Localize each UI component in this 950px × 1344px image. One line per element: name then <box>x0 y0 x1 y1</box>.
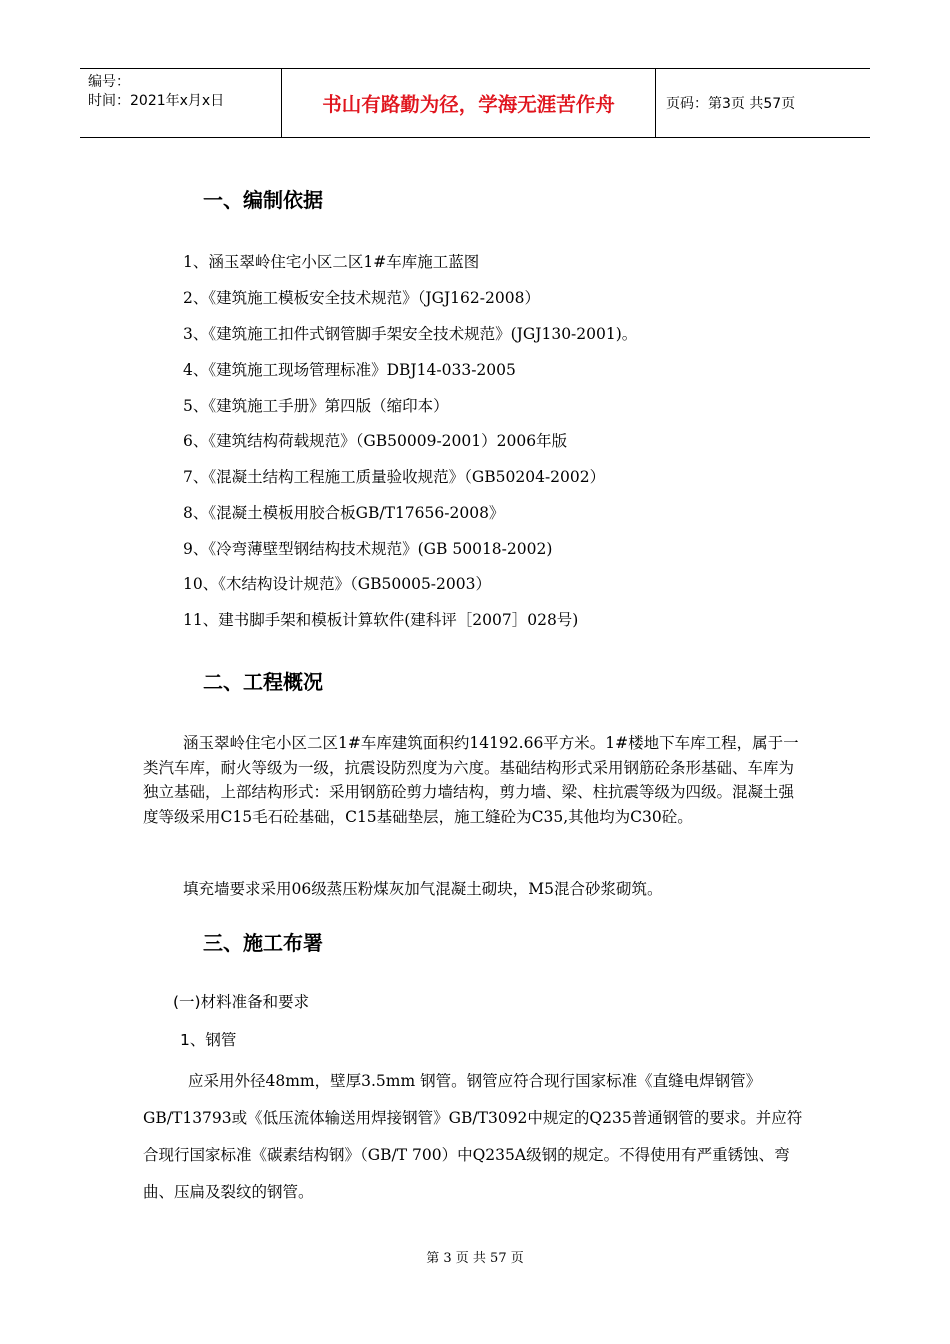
header-meta <box>80 69 282 137</box>
reference-item: 11、建书脚手架和模板计算软件(建科评［2007］028号) <box>183 611 579 629</box>
header-motto: 书山有路勤为径，学海无涯苦作舟 <box>282 69 656 137</box>
overview-paragraph: 涵玉翠岭住宅小区二区1#车库建筑面积约14192.66平方米。1#楼地下车库工程，属于一类汽车库，耐火等级为一级，抗震设防烈度为六度。基础结构形式采用钢筋砼条形基础、车库为独立基础，上部结构形式：采用钢筋砼剪力墙结构，剪力墙、梁、柱抗震等级为四级。混凝土强度等级采用C15毛石砼基础，C15基础垫层，施工缝砼为C35,其他均为C30砼。 <box>143 734 799 826</box>
page-header <box>80 68 870 138</box>
reference-item: 9、《冷弯薄壁型钢结构技术规范》(GB 50018-2002) <box>183 540 553 558</box>
header-number-label: 编号： <box>88 74 130 90</box>
subsection-title-materials: (一)材料准备和要求 <box>173 993 310 1011</box>
reference-item: 10、《木结构设计规范》（GB50005-2003） <box>183 575 491 593</box>
item-title-steel-pipe: 1、钢管 <box>180 1031 237 1049</box>
infill-wall-paragraph: 填充墙要求采用06级蒸压粉煤灰加气混凝土砌块，M5混合砂浆砌筑。 <box>183 880 663 898</box>
steel-pipe-paragraph: 应采用外径48mm，壁厚3.5mm 钢管。钢管应符合现行国家标准《直缝电焊钢管》GB/T13793或《低压流体输送用焊接钢管》GB/T3092中规定的Q235普通钢管的要求。并应符合现行国家标准《碳素结构钢》（GB/T 700）中Q235A级钢的规定。不得使用有严重锈蚀、弯曲、压扁及裂纹的钢管。 <box>143 1072 803 1201</box>
reference-item: 5、《建筑施工手册》第四版（缩印本） <box>183 397 449 415</box>
reference-item: 3、《建筑施工扣件式钢管脚手架安全技术规范》(JGJ130-2001)。 <box>183 325 638 343</box>
header-time-label: 时间：2021年x月x日 <box>88 93 225 109</box>
section-title-basis: 一、编制依据 <box>203 188 323 212</box>
reference-item: 6、《建筑结构荷载规范》（GB50009-2001）2006年版 <box>183 432 568 450</box>
section-title-deployment: 三、施工布署 <box>203 931 323 955</box>
reference-item: 8、《混凝土模板用胶合板GB/T17656-2008》 <box>183 504 505 522</box>
section-title-overview: 二、工程概况 <box>203 670 323 694</box>
page-footer: 第 3 页 共 57 页 <box>426 1251 524 1266</box>
header-page-info: 页码：第3页 共57页 <box>666 96 796 112</box>
reference-item: 7、《混凝土结构工程施工质量验收规范》（GB50204-2002） <box>183 468 606 486</box>
reference-item: 1、涵玉翠岭住宅小区二区1#车库施工蓝图 <box>183 253 480 271</box>
reference-item: 2、《建筑施工模板安全技术规范》（JGJ162-2008） <box>183 289 540 307</box>
reference-item: 4、《建筑施工现场管理标准》DBJ14-033-2005 <box>183 361 516 379</box>
